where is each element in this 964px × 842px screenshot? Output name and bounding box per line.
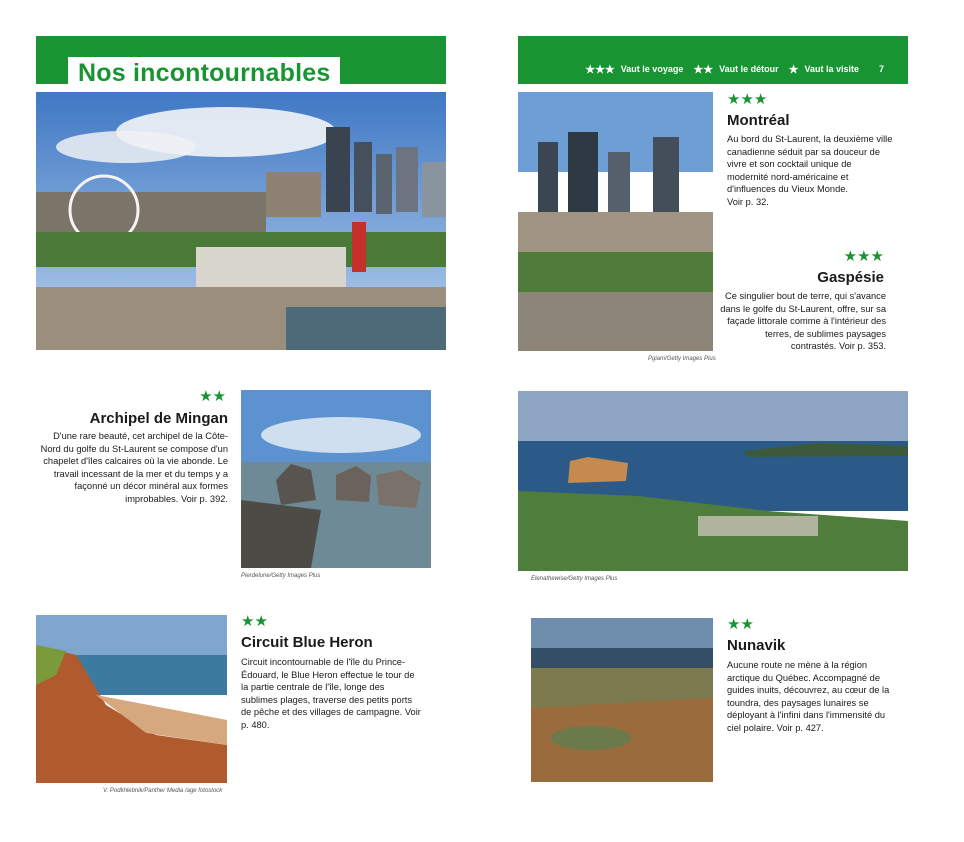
entry-text-montreal <box>727 133 893 209</box>
entry-description: Au bord du St-Laurent, la deuxième ville canadienne séduit par sa douceur de vivre et son cocktail unique de modernité nord-américaine et d'influences du Vieux Monde. <box>727 134 893 195</box>
entry-text-gaspesie <box>720 290 886 353</box>
entry-description: Ce singulier bout de terre, qui s'avance dans le golfe du St-Laurent, offre, sur sa façade littorale comme à l'intérieur des terres, de sublimes paysages contrastés. <box>720 291 886 352</box>
page-title: Nos incontournables <box>68 57 340 89</box>
entry-title-gaspesie: Gaspésie <box>817 269 884 286</box>
rating-stars: ★★ <box>241 613 268 630</box>
page-ref: Voir p. 353. <box>838 341 886 352</box>
page-ref: Voir p. 427. <box>776 722 824 733</box>
photo-credit: Pierdelune/Getty Images Plus <box>241 573 321 579</box>
photo-gaspesie-perce <box>518 391 908 571</box>
rating-stars: ★★ <box>199 388 226 405</box>
entry-description: Circuit incontournable de l'île du Prince-Édouard, le Blue Heron effectue le tour de la partie centrale de l'île, longe des sublimes plages, traverse des petits ports de pêche et des villages de campagne. <box>241 657 415 718</box>
photo-credit: Pgiam/Getty Images Plus <box>648 356 716 362</box>
entry-description: Aucune route ne mène à la région arctique du Québec. Accompagné de guides inuits, découvrez, au cœur de la toundra, des paysages lunaires se déployant à l'infini dans l'immensité du ciel polaire. <box>727 660 890 733</box>
photo-montreal-old-port <box>518 92 713 351</box>
entry-title-montreal: Montréal <box>727 112 790 129</box>
legend-label: Vaut le détour <box>719 64 779 74</box>
rating-stars: ★★★ <box>843 248 884 265</box>
page-ref: Voir p. 32. <box>727 196 769 207</box>
three-star-icon: ★★★ <box>585 63 615 76</box>
legend-label: Vaut le voyage <box>620 64 684 74</box>
legend-label: Vaut la visite <box>804 64 859 74</box>
entry-title-blue-heron: Circuit Blue Heron <box>241 634 373 651</box>
photo-blue-heron-coast <box>36 615 227 783</box>
entry-title-mingan: Archipel de Mingan <box>89 410 228 427</box>
entry-title-nunavik: Nunavik <box>727 637 786 654</box>
page-ref: Voir p. 480. <box>241 707 421 730</box>
entry-text-mingan <box>36 430 228 506</box>
photo-credit: V. Podkhlebnik/Panther Media /age fotostock <box>103 788 223 794</box>
photo-nunavik-tundra <box>531 618 713 782</box>
photo-credit: Elenathewise/Getty Images Plus <box>531 576 618 582</box>
rating-stars: ★★★ <box>727 91 768 108</box>
photo-mingan-rocks <box>241 390 431 568</box>
right-header-band <box>518 36 908 84</box>
entry-text-nunavik <box>727 659 893 735</box>
page-number: 7 <box>878 64 884 74</box>
one-star-icon: ★ <box>788 63 799 76</box>
entry-description: D'une rare beauté, cet archipel de la Côte-Nord du golfe du St-Laurent se compose d'un chapelet d'îles calcaires où la vie abonde. Le travail incessant de la mer et du temps y a façonné un décor minéral aux formes improbables. <box>40 431 228 504</box>
page-ref: Voir p. 392. <box>180 493 228 504</box>
photo-montreal-skyline <box>36 92 446 350</box>
entry-text-blue-heron <box>241 656 423 732</box>
two-star-icon: ★★ <box>693 63 714 76</box>
rating-stars: ★★ <box>727 616 754 633</box>
